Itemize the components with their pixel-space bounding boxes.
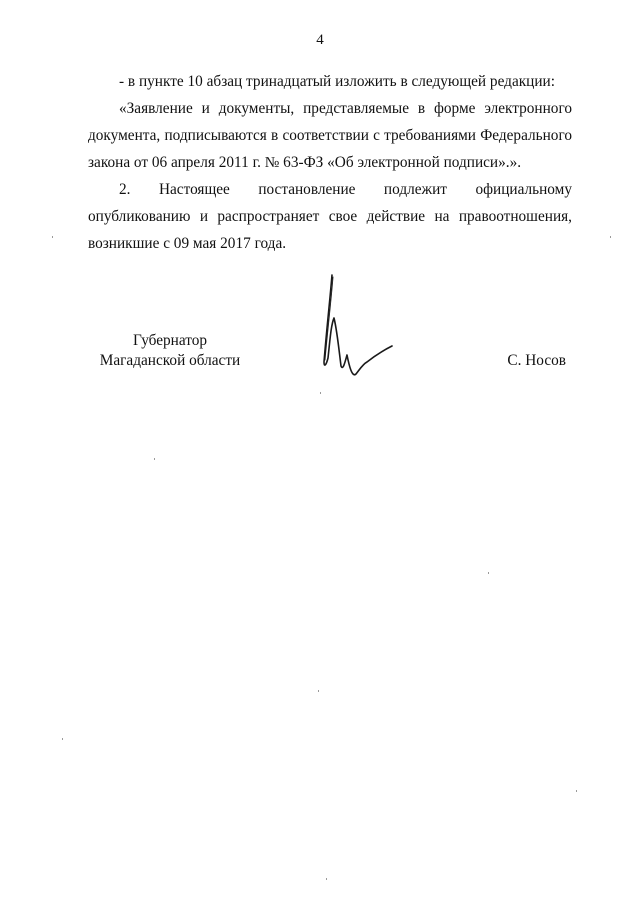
scan-speck — [488, 572, 489, 574]
amendment-paragraph: - в пункте 10 абзац тринадцатый изложить в следующей редакции: — [119, 73, 555, 90]
scan-speck — [610, 236, 611, 238]
signatory-title-line1: Губернатор — [132, 332, 208, 349]
scan-speck — [154, 458, 155, 460]
handwritten-signature — [310, 270, 400, 385]
page-number: 4 — [316, 32, 324, 48]
document-body — [88, 68, 572, 257]
publication-paragraph: 2. Настоящее постановление подлежит официальному опубликованию и распространяет свое действие на правоотношения, возникшие с 09 мая 2017 года. — [88, 181, 572, 252]
quoted-text-paragraph: «Заявление и документы, представляемые в форме электронного документа, подписываются в соответствии с требованиями Федерального закона от 06 апреля 2011 г. № 63-ФЗ «Об электронной подписи».». — [88, 100, 572, 171]
signatory-name: С. Носов — [507, 352, 566, 369]
signatory-title — [90, 331, 250, 371]
scan-speck — [576, 790, 577, 792]
scan-speck — [320, 392, 321, 394]
scan-speck — [326, 878, 327, 880]
signatory-title-line2: Магаданской области — [99, 352, 241, 369]
scan-speck — [52, 236, 53, 238]
scan-speck — [62, 738, 63, 740]
scan-speck — [318, 690, 319, 692]
